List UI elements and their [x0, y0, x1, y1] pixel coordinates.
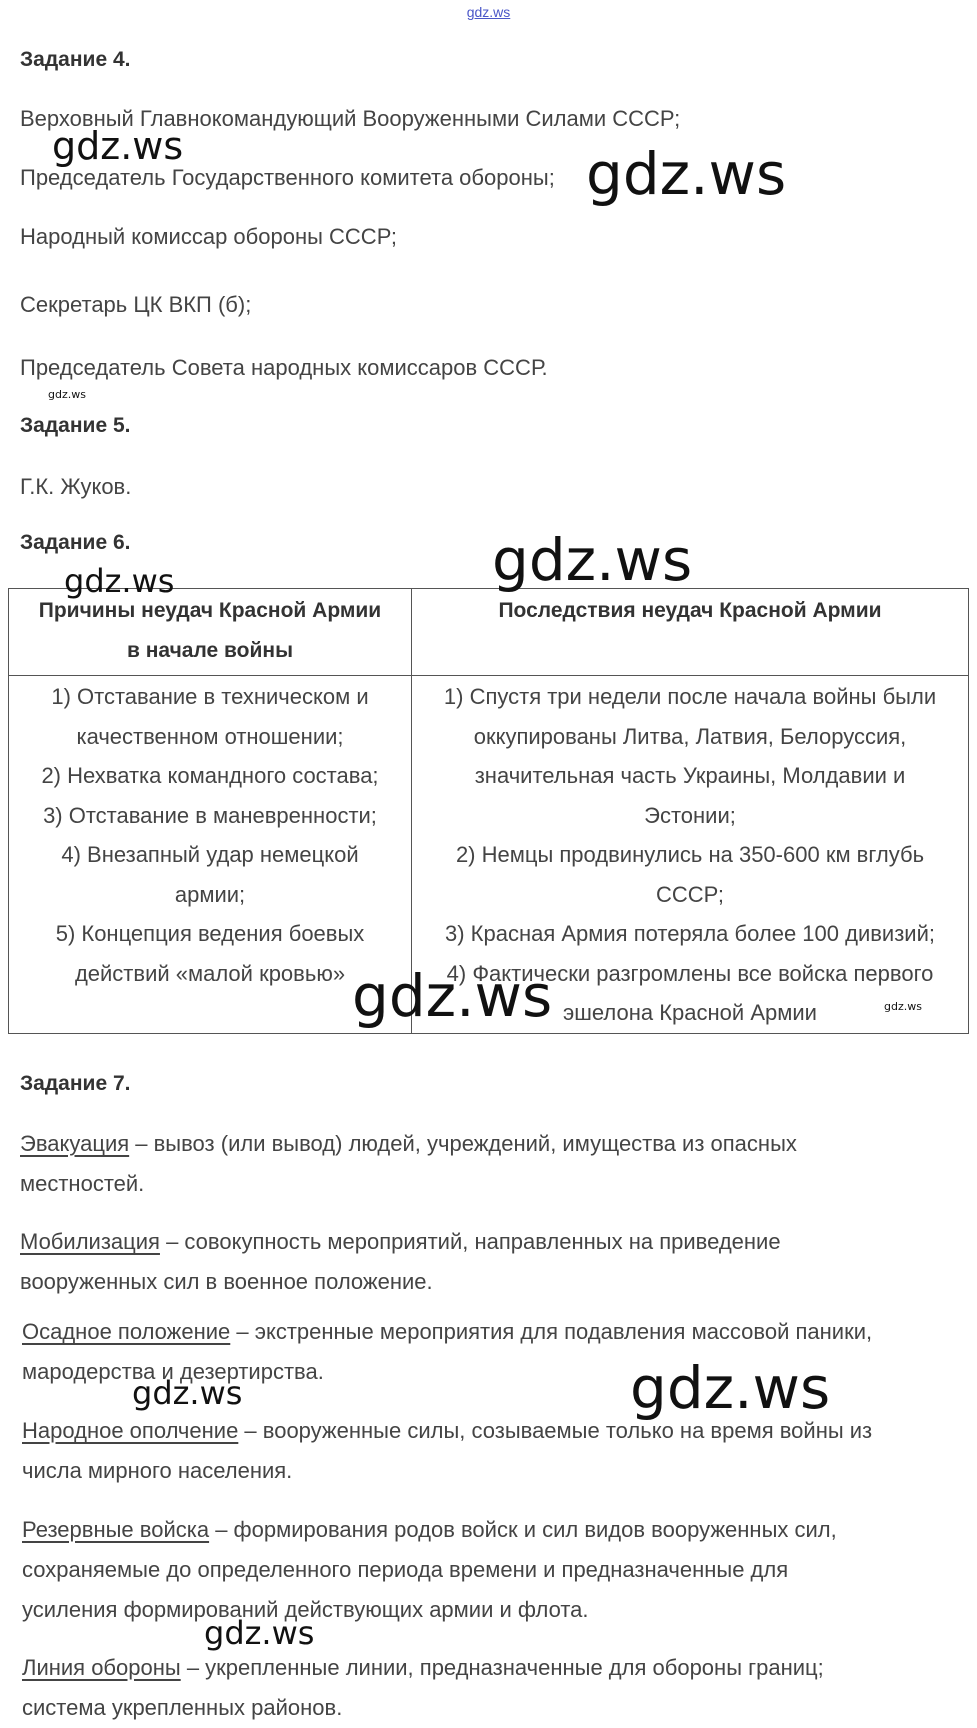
cell-line: 4) Фактически разгромлены все войска первого [446, 960, 934, 986]
definition-text: – экстренные мероприятия для подавления массовой паники, [230, 1319, 873, 1344]
definition-mobilization [20, 1222, 960, 1302]
watermark: gdz.ws [48, 388, 86, 401]
definition-text: мародерства и дезертирства. [22, 1359, 324, 1384]
header-line: Причины неудач Красной Армии [38, 599, 382, 622]
definition-term: Народное ополчение [22, 1418, 239, 1443]
definition-text: числа мирного населения. [22, 1458, 293, 1483]
definition-term: Эвакуация [20, 1131, 130, 1156]
watermark: gdz.ws [204, 1614, 315, 1652]
definition-text: система укрепленных районов. [22, 1695, 343, 1720]
cell-line: значительная часть Украины, Молдавии и [474, 763, 906, 788]
cell-line: 2) Нехватка командного состава; [41, 763, 379, 788]
definition-text: – формирования родов войск и сил видов вооруженных сил, [209, 1517, 837, 1542]
cell-line: 4) Внезапный удар немецкой [61, 842, 359, 867]
cell-line: 3) Отставание в маневренности; [43, 802, 377, 828]
watermark: gdz.ws [64, 562, 175, 600]
cell-line: 3) Красная Армия потеряла более 100 дивизий; [444, 921, 935, 946]
header-line: в начале войны [126, 639, 294, 662]
definition-text: сохраняемые до определенного периода времени и предназначенные для [22, 1557, 789, 1582]
definition-term: Линия обороны [22, 1655, 181, 1680]
watermark: gdz.ws [586, 140, 787, 208]
definition-term: Мобилизация [20, 1229, 160, 1254]
task4-line: Народный комиссар обороны СССР; [20, 224, 397, 249]
cell-line: действий «малой кровью» [74, 960, 346, 986]
definition-reserve [22, 1510, 962, 1630]
definition-term: Резервные войска [22, 1517, 210, 1542]
task4-heading: Задание 4. [20, 48, 131, 71]
cell-line: СССР; [656, 881, 724, 907]
watermark: gdz.ws [132, 1374, 243, 1412]
watermark: gdz.ws [630, 1354, 831, 1422]
definition-text: – вооруженные силы, созываемые только на время войны из [238, 1418, 873, 1443]
definition-militia [22, 1411, 962, 1491]
cell-line: 2) Немцы продвинулись на 350-600 км вглубь [455, 842, 925, 867]
cell-line: 1) Отставание в техническом и [51, 684, 369, 709]
task6-heading: Задание 6. [20, 531, 131, 554]
cell-line: 1) Спустя три недели после начала войны были [443, 684, 937, 709]
header-line: Последствия неудач Красной Армии [498, 599, 882, 622]
header-watermark-link[interactable]: gdz.ws [466, 4, 511, 20]
definition-defense-line [22, 1648, 962, 1728]
watermark: gdz.ws [884, 1000, 922, 1013]
definition-text: – совокупность мероприятий, направленных на приведение [159, 1229, 781, 1254]
task7-heading: Задание 7. [20, 1072, 131, 1095]
task5-heading: Задание 5. [20, 414, 131, 437]
cell-line: армии; [174, 881, 246, 907]
definition-text: – укрепленные линии, предназначенные для обороны границ; [180, 1655, 824, 1680]
definition-evacuation [20, 1124, 960, 1204]
watermark: gdz.ws [492, 526, 693, 594]
task4-line: Председатель Совета народных комиссаров СССР. [20, 355, 548, 380]
cell-line: эшелона Красной Армии [563, 1000, 817, 1025]
table-header-row [9, 589, 969, 676]
definition-text: вооруженных сил в военное положение. [20, 1269, 433, 1294]
watermark: gdz.ws [352, 962, 553, 1030]
cell-line: качественном отношении; [76, 723, 344, 749]
definition-term: Осадное положение [22, 1319, 231, 1344]
task4-line: Секретарь ЦК ВКП (б); [20, 292, 252, 317]
definition-text: усиления формирований действующих армии и флота. [22, 1597, 589, 1622]
cell-line: оккупированы Литва, Латвия, Белоруссия, [473, 723, 907, 749]
task5-answer: Г.К. Жуков. [20, 474, 132, 499]
cell-line: 5) Концепция ведения боевых [55, 921, 365, 946]
task4-line: Председатель Государственного комитета обороны; [20, 165, 555, 190]
definition-text: – вывоз (или вывод) людей, учреждений, имущества из опасных [129, 1131, 797, 1156]
definition-text: местностей. [20, 1171, 145, 1196]
causes-header [9, 589, 412, 676]
task4-line: Верховный Главнокомандующий Вооруженными Силами СССР; [20, 106, 681, 131]
cell-line: Эстонии; [644, 802, 736, 828]
watermark: gdz.ws [52, 124, 184, 168]
consequences-header [412, 589, 969, 676]
